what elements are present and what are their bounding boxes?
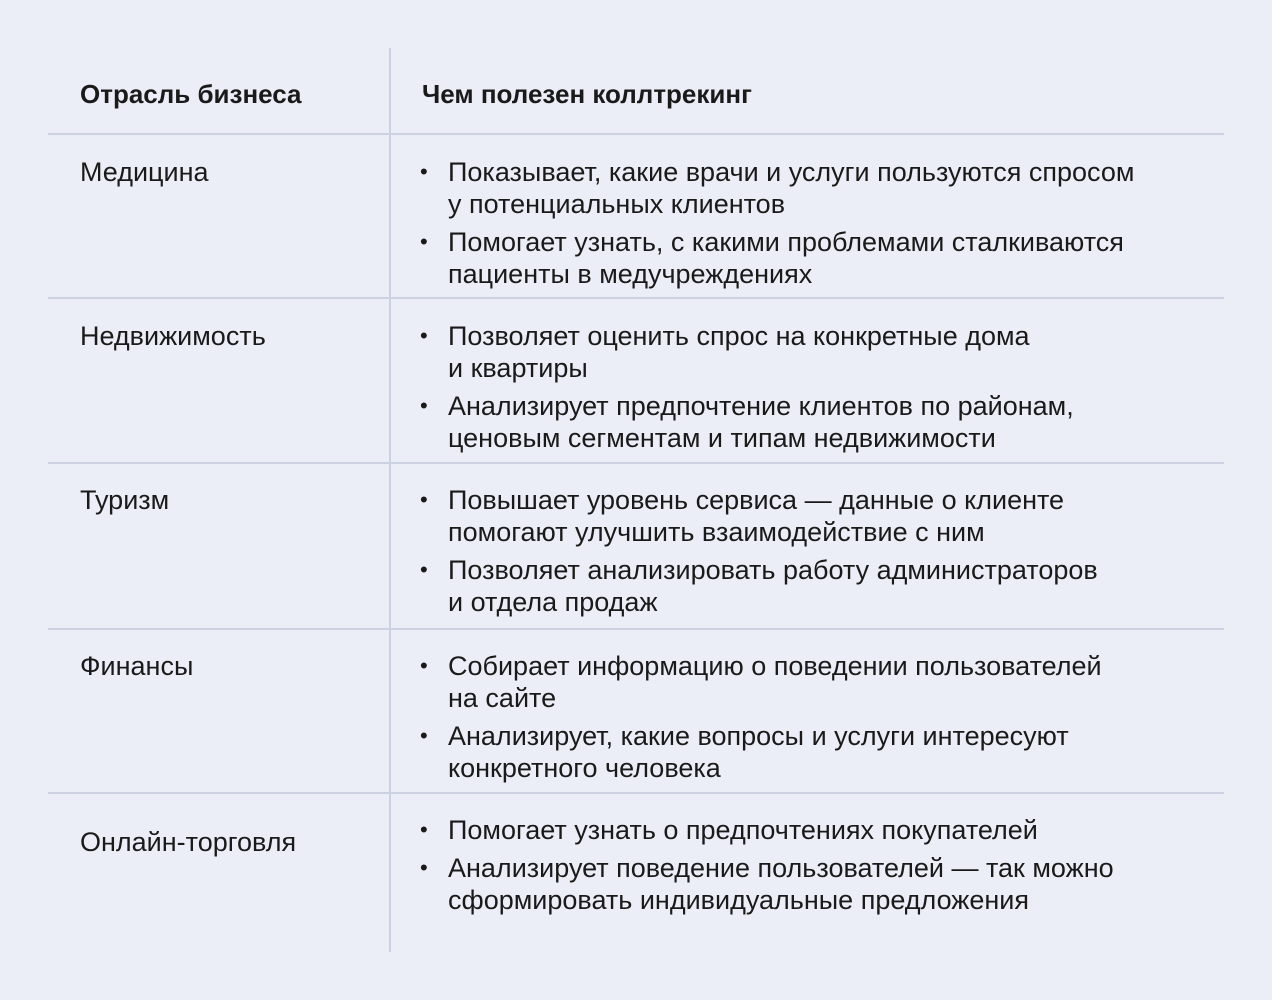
column-divider [389, 48, 391, 952]
benefits-medicine [420, 156, 1220, 296]
row-divider [48, 297, 1224, 299]
header-benefit: Чем полезен коллтрекинг [422, 79, 752, 109]
benefit-item: • Анализирует предпочтение клиентов по районам, ценовым сегментам и типам недвижимости [420, 391, 1074, 453]
benefit-item: • Позволяет анализировать работу администраторов и отдела продаж [420, 555, 1098, 617]
benefit-item: • Помогает узнать, с какими проблемами сталкиваются пациенты в медучреждениях [420, 227, 1124, 289]
industry-tourism: Туризм [80, 485, 170, 515]
benefits-real-estate [420, 320, 1220, 460]
benefit-item: • Собирает информацию о поведении пользователей на сайте [420, 651, 1102, 713]
bullet-icon: • [420, 653, 428, 678]
benefit-item: • Анализирует, какие вопросы и услуги интересуют конкретного человека [420, 721, 1069, 783]
header-industry: Отрасль бизнеса [80, 79, 302, 109]
benefits-tourism [420, 484, 1220, 624]
industry-real-estate: Недвижимость [80, 321, 266, 351]
benefit-item: • Позволяет оценить спрос на конкретные дома и квартиры [420, 321, 1030, 383]
benefit-item: • Анализирует поведение пользователей — так можно сформировать индивидуальные предложения [420, 853, 1114, 915]
row-divider [48, 462, 1224, 464]
bullet-icon: • [420, 855, 428, 880]
calltracking-table [48, 48, 1224, 952]
bullet-icon: • [420, 159, 428, 184]
benefits-finance [420, 650, 1220, 790]
bullet-icon: • [420, 393, 428, 418]
bullet-icon: • [420, 817, 428, 842]
benefit-item: • Помогает узнать о предпочтениях покупателей [420, 815, 1038, 845]
bullet-icon: • [420, 229, 428, 254]
bullet-icon: • [420, 487, 428, 512]
bullet-icon: • [420, 557, 428, 582]
benefit-item: • Показывает, какие врачи и услуги пользуются спросом у потенциальных клиентов [420, 157, 1135, 219]
row-divider [48, 792, 1224, 794]
row-divider [48, 133, 1224, 135]
benefits-ecommerce [420, 814, 1220, 922]
industry-medicine: Медицина [80, 157, 209, 187]
bullet-icon: • [420, 723, 428, 748]
industry-ecommerce: Онлайн-торговля [80, 827, 297, 857]
benefit-item: • Повышает уровень сервиса — данные о клиенте помогают улучшить взаимодействие с ним [420, 485, 1065, 547]
row-divider [48, 628, 1224, 630]
bullet-icon: • [420, 323, 428, 348]
industry-finance: Финансы [80, 651, 194, 681]
